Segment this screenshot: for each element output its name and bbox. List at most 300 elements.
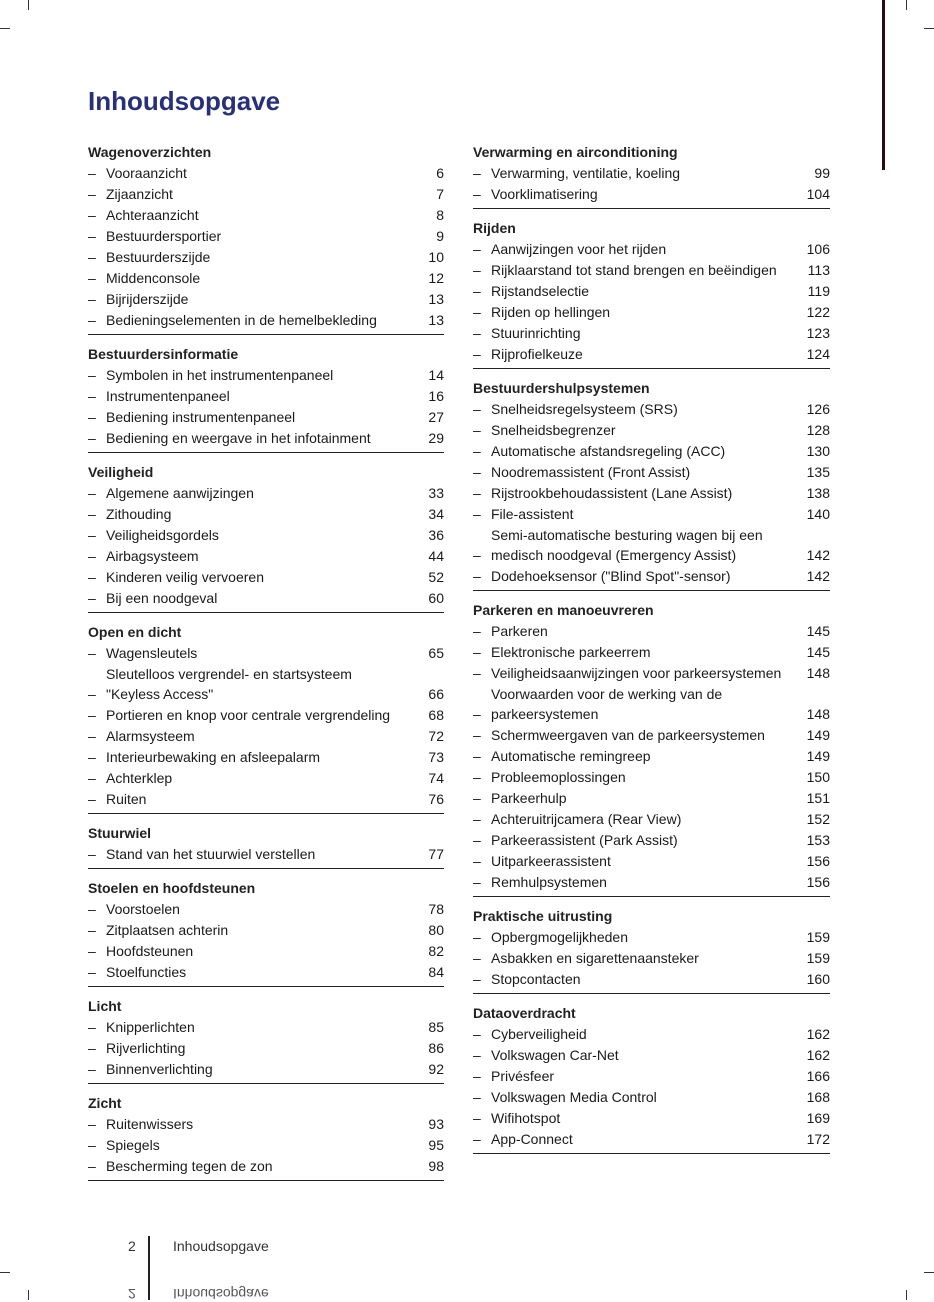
entry-title: Binnenverlichting	[106, 1061, 213, 1077]
entry-dash: –	[88, 1061, 96, 1077]
entry-title: Zijaanzicht	[106, 186, 173, 202]
entry-page-number: 169	[806, 1110, 830, 1126]
entry-title: Privésfeer	[491, 1068, 555, 1084]
toc-section	[88, 142, 444, 335]
entry-title: Automatische afstandsregeling (ACC)	[491, 443, 726, 459]
crop-mark	[0, 1272, 10, 1273]
entry-dash: –	[88, 707, 96, 723]
section-heading[interactable]: Parkeren en manoeuvreren	[473, 602, 654, 618]
entry-page-number: 153	[806, 832, 830, 848]
entry-page-number: 78	[428, 901, 444, 917]
entry-page-number: 72	[428, 728, 444, 744]
entry-title: Veiligheidsaanwijzingen voor parkeersystemen	[491, 665, 782, 681]
toc-entry[interactable]	[473, 260, 830, 280]
entry-title: Schermweergaven van de parkeersystemen	[491, 727, 765, 743]
toc-entry[interactable]	[473, 809, 830, 829]
toc-entry[interactable]	[88, 1059, 444, 1079]
toc-entry[interactable]	[88, 899, 444, 919]
entry-page-number: 65	[428, 645, 444, 661]
entry-dash: –	[473, 644, 481, 660]
toc-entry[interactable]	[473, 344, 830, 364]
entry-dash: –	[473, 727, 481, 743]
entry-dash: –	[473, 464, 481, 480]
entry-dash: –	[88, 485, 96, 501]
entry-dash: –	[473, 304, 481, 320]
toc-entry[interactable]	[473, 948, 830, 968]
toc-entry[interactable]	[473, 399, 830, 419]
entry-title: Achterklep	[106, 770, 173, 786]
entry-title: Verwarming, ventilatie, koeling	[491, 165, 681, 181]
entry-dash: –	[88, 964, 96, 980]
entry-page-number: 13	[428, 291, 444, 307]
entry-dash: –	[88, 186, 96, 202]
entry-page-number: 6	[436, 165, 444, 181]
entry-page-number: 124	[806, 346, 830, 362]
toc-entry[interactable]	[88, 226, 444, 246]
entry-title: Voorklimatisering	[491, 186, 598, 202]
toc-entry[interactable]	[473, 163, 830, 183]
entry-dash: –	[88, 1019, 96, 1035]
entry-page-number: 160	[806, 971, 830, 987]
toc-entry[interactable]	[473, 441, 830, 461]
entry-title: Cyberveiligheid	[491, 1026, 587, 1042]
entry-dash: –	[88, 728, 96, 744]
entry-title: Symbolen in het instrumentenpaneel	[106, 367, 334, 383]
entry-page-number: 60	[428, 590, 444, 606]
entry-page-number: 9	[436, 228, 444, 244]
entry-page-number: 122	[806, 304, 830, 320]
entry-page-number: 168	[806, 1089, 830, 1105]
entry-title: Stoelfuncties	[106, 964, 187, 980]
entry-dash: –	[88, 1158, 96, 1174]
page-edge-line	[882, 0, 885, 170]
entry-page-number: 68	[428, 707, 444, 723]
section-heading[interactable]: Stoelen en hoofdsteunen	[88, 880, 256, 896]
toc-entry[interactable]	[88, 546, 444, 566]
entry-dash: –	[88, 590, 96, 606]
toc-entry[interactable]	[88, 643, 444, 663]
section-heading[interactable]: Bestuurdershulpsystemen	[473, 380, 650, 396]
toc-entry[interactable]	[473, 969, 830, 989]
entry-dash: –	[473, 706, 481, 722]
entry-title: Aanwijzingen voor het rijden	[491, 241, 667, 257]
entry-title: Rijklaarstand tot stand brengen en beëindigen	[491, 262, 777, 278]
entry-page-number: 93	[428, 1116, 444, 1132]
crop-mark	[906, 1290, 907, 1300]
entry-title: Parkeerassistent (Park Assist)	[491, 832, 678, 848]
entry-title: Interieurbewaking en afsleepalarm	[106, 749, 321, 765]
crop-mark	[28, 0, 29, 10]
entry-title: Ruiten	[106, 791, 147, 807]
entry-page-number: 142	[806, 568, 830, 584]
entry-dash: –	[88, 207, 96, 223]
entry-title: Wifihotspot	[491, 1110, 561, 1126]
entry-dash: –	[473, 443, 481, 459]
toc-entry[interactable]	[473, 872, 830, 892]
entry-page-number: 156	[806, 853, 830, 869]
entry-dash: –	[88, 1137, 96, 1153]
entry-title: Vooraanzicht	[106, 165, 187, 181]
entry-title: Voorwaarden voor de werking van de parkeersystemen	[491, 686, 723, 722]
section-heading[interactable]: Bestuurdersinformatie	[88, 346, 239, 362]
toc-entry[interactable]	[473, 725, 830, 745]
entry-page-number: 149	[806, 727, 830, 743]
toc-entry[interactable]	[88, 920, 444, 940]
entry-title: Bediening en weergave in het infotainment	[106, 430, 371, 446]
entry-title: Stand van het stuurwiel verstellen	[106, 846, 316, 862]
section-heading[interactable]: Praktische uitrusting	[473, 908, 613, 924]
entry-dash: –	[473, 262, 481, 278]
toc-section	[88, 878, 444, 987]
entry-dash: –	[473, 401, 481, 417]
entry-title: Stuurinrichting	[491, 325, 581, 341]
toc-entry[interactable]	[88, 1038, 444, 1058]
toc-entry[interactable]	[88, 268, 444, 288]
entry-title: Algemene aanwijzingen	[106, 485, 254, 501]
toc-entry[interactable]	[473, 462, 830, 482]
toc-entry[interactable]	[473, 851, 830, 871]
section-heading[interactable]: Verwarming en airconditioning	[473, 144, 678, 160]
entry-dash: –	[473, 929, 481, 945]
toc-entry[interactable]	[473, 1087, 830, 1107]
toc-entry[interactable]	[473, 323, 830, 343]
entry-page-number: 29	[428, 430, 444, 446]
toc-entry[interactable]	[88, 205, 444, 225]
section-heading[interactable]: Dataoverdracht	[473, 1005, 576, 1021]
crop-mark	[924, 1272, 934, 1273]
entry-page-number: 151	[806, 790, 830, 806]
entry-page-number: 74	[428, 770, 444, 786]
toc-entry[interactable]	[473, 525, 830, 565]
toc-entry[interactable]	[88, 1135, 444, 1155]
entry-dash: –	[88, 770, 96, 786]
entry-page-number: 148	[806, 706, 830, 722]
entry-dash: –	[88, 228, 96, 244]
toc-entry[interactable]	[473, 566, 830, 586]
entry-title: Noodremassistent (Front Assist)	[491, 464, 691, 480]
entry-title: Rijverlichting	[106, 1040, 186, 1056]
entry-page-number: 126	[806, 401, 830, 417]
entry-dash: –	[473, 422, 481, 438]
toc-section	[88, 344, 444, 453]
entry-title: Middenconsole	[106, 270, 201, 286]
toc-entry[interactable]	[88, 1114, 444, 1134]
entry-dash: –	[473, 950, 481, 966]
toc-entry[interactable]	[88, 1156, 444, 1176]
entry-title: App-Connect	[491, 1131, 573, 1147]
crop-mark	[0, 28, 10, 29]
entry-page-number: 92	[428, 1061, 444, 1077]
toc-entry[interactable]	[473, 830, 830, 850]
section-heading[interactable]: Veiligheid	[88, 464, 154, 480]
entry-dash: –	[88, 527, 96, 543]
entry-title: Rijden op hellingen	[491, 304, 611, 320]
toc-entry[interactable]	[473, 302, 830, 322]
section-heading[interactable]: Zicht	[88, 1095, 122, 1111]
entry-page-number: 66	[428, 686, 444, 702]
entry-page-number: 140	[806, 506, 830, 522]
entry-page-number: 52	[428, 569, 444, 585]
entry-title: Rijprofielkeuze	[491, 346, 583, 362]
toc-entry[interactable]	[88, 747, 444, 767]
toc-entry[interactable]	[88, 428, 444, 448]
entry-page-number: 106	[806, 241, 830, 257]
entry-dash: –	[473, 1089, 481, 1105]
entry-title: Veiligheidsgordels	[106, 527, 219, 543]
toc-entry[interactable]	[88, 310, 444, 330]
entry-page-number: 33	[428, 485, 444, 501]
entry-dash: –	[473, 346, 481, 362]
entry-title: Probleemoplossingen	[491, 769, 626, 785]
toc-left-column	[88, 142, 444, 1190]
entry-page-number: 135	[806, 464, 830, 480]
entry-dash: –	[473, 790, 481, 806]
toc-section	[473, 1003, 830, 1154]
entry-dash: –	[473, 623, 481, 639]
toc-entry[interactable]	[88, 386, 444, 406]
entry-page-number: 36	[428, 527, 444, 543]
toc-entry[interactable]	[88, 504, 444, 524]
toc-entry[interactable]	[88, 844, 444, 864]
toc-entry[interactable]	[88, 289, 444, 309]
section-heading[interactable]: Stuurwiel	[88, 825, 152, 841]
entry-page-number: 82	[428, 943, 444, 959]
entry-title: File-assistent	[491, 506, 574, 522]
entry-dash: –	[473, 1110, 481, 1126]
entry-page-number: 156	[806, 874, 830, 890]
crop-mark	[906, 0, 907, 10]
entry-page-number: 73	[428, 749, 444, 765]
entry-page-number: 149	[806, 748, 830, 764]
entry-page-number: 7	[436, 186, 444, 202]
toc-entry[interactable]	[88, 789, 444, 809]
toc-entry[interactable]	[473, 746, 830, 766]
section-heading[interactable]: Licht	[88, 998, 122, 1014]
entry-dash: –	[473, 283, 481, 299]
toc-entry[interactable]	[473, 684, 830, 724]
toc-entry[interactable]	[473, 504, 830, 524]
toc-right-column	[473, 142, 830, 1163]
toc-entry[interactable]	[473, 621, 830, 641]
toc-section	[88, 462, 444, 613]
entry-title: Elektronische parkeerrem	[491, 644, 651, 660]
entry-title: Volkswagen Car-Net	[491, 1047, 619, 1063]
entry-dash: –	[88, 749, 96, 765]
entry-page-number: 145	[806, 623, 830, 639]
entry-title: Bescherming tegen de zon	[106, 1158, 273, 1174]
toc-entry[interactable]	[473, 239, 830, 259]
toc-section	[473, 142, 830, 209]
entry-dash: –	[473, 874, 481, 890]
toc-entry[interactable]	[473, 1066, 830, 1086]
toc-entry[interactable]	[473, 281, 830, 301]
entry-page-number: 159	[806, 929, 830, 945]
entry-dash: –	[473, 748, 481, 764]
entry-dash: –	[473, 665, 481, 681]
section-heading[interactable]: Open en dicht	[88, 624, 182, 640]
entry-title: Stopcontacten	[491, 971, 581, 987]
toc-section	[88, 1093, 444, 1181]
toc-entry[interactable]	[473, 642, 830, 662]
entry-page-number: 80	[428, 922, 444, 938]
toc-section	[473, 378, 830, 591]
entry-page-number: 10	[428, 249, 444, 265]
entry-dash: –	[88, 249, 96, 265]
entry-page-number: 34	[428, 506, 444, 522]
entry-dash: –	[88, 165, 96, 181]
entry-dash: –	[88, 686, 96, 702]
toc-entry[interactable]	[88, 247, 444, 267]
entry-title: Volkswagen Media Control	[491, 1089, 657, 1105]
entry-title: Bestuurdersportier	[106, 228, 222, 244]
toc-entry[interactable]	[88, 588, 444, 608]
toc-entry[interactable]	[88, 941, 444, 961]
entry-dash: –	[88, 943, 96, 959]
toc-entry[interactable]	[473, 1108, 830, 1128]
entry-dash: –	[473, 811, 481, 827]
entry-page-number: 119	[807, 283, 830, 299]
entry-page-number: 148	[806, 665, 830, 681]
entry-page-number: 104	[806, 186, 830, 202]
entry-page-number: 27	[428, 409, 444, 425]
toc-entry[interactable]	[473, 1024, 830, 1044]
entry-page-number: 162	[806, 1026, 830, 1042]
entry-page-number: 152	[806, 811, 830, 827]
entry-dash: –	[88, 409, 96, 425]
toc-entry[interactable]	[88, 365, 444, 385]
entry-title: Bij een noodgeval	[106, 590, 218, 606]
toc-entry[interactable]	[88, 483, 444, 503]
bleed-mirror-label: Inhoudsopgave	[173, 1286, 269, 1302]
crop-mark	[924, 28, 934, 29]
bleed-mirror-number: 2	[128, 1286, 136, 1302]
entry-page-number: 86	[428, 1040, 444, 1056]
toc-section	[88, 823, 444, 869]
toc-entry[interactable]	[88, 184, 444, 204]
entry-dash: –	[88, 312, 96, 328]
toc-entry[interactable]	[88, 962, 444, 982]
entry-dash: –	[473, 186, 481, 202]
entry-dash: –	[88, 291, 96, 307]
toc-entry[interactable]	[88, 726, 444, 746]
footer-label: Inhoudsopgave	[173, 1238, 269, 1254]
entry-title: Bijrijderszijde	[106, 291, 189, 307]
entry-title: Alarmsysteem	[106, 728, 195, 744]
entry-title: Kinderen veilig vervoeren	[106, 569, 264, 585]
entry-page-number: 142	[806, 547, 830, 563]
entry-dash: –	[88, 1116, 96, 1132]
entry-page-number: 76	[428, 791, 444, 807]
entry-title: Ruitenwissers	[106, 1116, 194, 1132]
entry-page-number: 138	[806, 485, 830, 501]
entry-title: Remhulpsystemen	[491, 874, 607, 890]
entry-page-number: 13	[428, 312, 444, 328]
entry-title: Airbagsysteem	[106, 548, 199, 564]
entry-page-number: 130	[806, 443, 830, 459]
entry-page-number: 166	[806, 1068, 830, 1084]
entry-title: Uitparkeerassistent	[491, 853, 611, 869]
toc-entry[interactable]	[88, 525, 444, 545]
entry-title: Achteraanzicht	[106, 207, 199, 223]
entry-dash: –	[88, 430, 96, 446]
entry-title: Parkeerhulp	[491, 790, 567, 806]
entry-page-number: 8	[436, 207, 444, 223]
entry-title: Voorstoelen	[106, 901, 180, 917]
section-heading[interactable]: Wagenoverzichten	[88, 144, 212, 160]
toc-entry[interactable]	[88, 163, 444, 183]
entry-dash: –	[88, 645, 96, 661]
section-heading[interactable]: Rijden	[473, 220, 516, 236]
entry-dash: –	[88, 1040, 96, 1056]
toc-entry[interactable]	[88, 407, 444, 427]
toc-section	[88, 622, 444, 814]
entry-title: Asbakken en sigarettenaansteker	[491, 950, 699, 966]
toc-entry[interactable]	[473, 1129, 830, 1149]
toc-entry[interactable]	[473, 927, 830, 947]
toc-entry[interactable]	[88, 705, 444, 725]
entry-title: Achteruitrijcamera (Rear View)	[491, 811, 682, 827]
entry-dash: –	[473, 1131, 481, 1147]
entry-dash: –	[473, 506, 481, 522]
toc-entry[interactable]	[473, 767, 830, 787]
entry-page-number: 99	[814, 165, 830, 181]
entry-page-number: 85	[428, 1019, 444, 1035]
entry-dash: –	[88, 548, 96, 564]
entry-title: Dodehoeksensor ("Blind Spot"-sensor)	[491, 568, 731, 584]
entry-page-number: 16	[428, 388, 444, 404]
toc-entry[interactable]	[473, 788, 830, 808]
entry-dash: –	[473, 1068, 481, 1084]
entry-page-number: 77	[428, 846, 444, 862]
toc-entry[interactable]	[473, 663, 830, 683]
toc-section	[88, 996, 444, 1084]
entry-title: Wagensleutels	[106, 645, 198, 661]
entry-dash: –	[473, 485, 481, 501]
entry-title: Automatische remingreep	[491, 748, 651, 764]
toc-entry[interactable]	[88, 567, 444, 587]
toc-entry[interactable]	[88, 664, 444, 704]
entry-title: Opbergmogelijkheden	[491, 929, 628, 945]
entry-page-number: 159	[806, 950, 830, 966]
entry-page-number: 14	[428, 367, 444, 383]
entry-dash: –	[88, 791, 96, 807]
entry-title: Hoofdsteunen	[106, 943, 194, 959]
toc-entry[interactable]	[473, 1045, 830, 1065]
entry-dash: –	[88, 569, 96, 585]
entry-page-number: 95	[428, 1137, 444, 1153]
toc-entry[interactable]	[88, 1017, 444, 1037]
entry-dash: –	[88, 846, 96, 862]
toc-entry[interactable]	[473, 420, 830, 440]
entry-title: Bediening instrumentenpaneel	[106, 409, 296, 425]
entry-page-number: 12	[428, 270, 444, 286]
entry-dash: –	[473, 971, 481, 987]
entry-page-number: 113	[807, 262, 830, 278]
entry-dash: –	[88, 922, 96, 938]
entry-dash: –	[473, 769, 481, 785]
page-title: Inhoudsopgave	[88, 86, 281, 116]
entry-dash: –	[88, 270, 96, 286]
toc-entry[interactable]	[88, 768, 444, 788]
entry-page-number: 172	[806, 1131, 830, 1147]
entry-title: Parkeren	[491, 623, 548, 639]
footer-divider	[148, 1236, 150, 1300]
footer-page-number: 2	[128, 1238, 136, 1254]
toc-entry[interactable]	[473, 184, 830, 204]
entry-dash: –	[473, 325, 481, 341]
entry-dash: –	[88, 367, 96, 383]
toc-entry[interactable]	[473, 483, 830, 503]
